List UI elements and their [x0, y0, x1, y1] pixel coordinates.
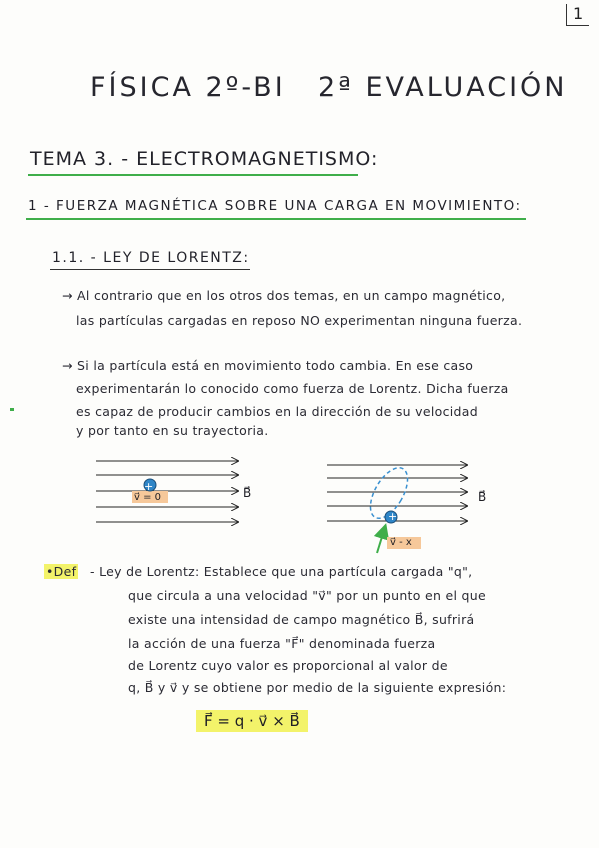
- page-number: 1: [566, 4, 589, 26]
- velocity-label-right: v⃗ - x: [390, 537, 412, 548]
- paragraph-2-line-3: es capaz de producir cambios en la dirección de su velocidad: [76, 404, 478, 419]
- velocity-arrow: [377, 527, 385, 553]
- page-title: FÍSICA 2º-BI: [90, 72, 286, 103]
- definition-line-6: q, B⃗ y v⃗ y se obtiene por medio de la siguiente expresión:: [128, 680, 507, 695]
- section-title: 1 - FUERZA MAGNÉTICA SOBRE UNA CARGA EN MOVIMIENTO:: [28, 198, 522, 214]
- subsection-underline: [50, 269, 250, 270]
- field-label-left: B⃗: [243, 486, 252, 500]
- margin-mark: [10, 408, 14, 411]
- paragraph-2-line-2: experimentarán lo conocido como fuerza de Lorentz. Dicha fuerza: [76, 381, 509, 396]
- section-underline: [26, 218, 526, 220]
- evaluation-title: 2ª EVALUACIÓN: [318, 72, 568, 103]
- charge-sign-right: +: [388, 510, 398, 523]
- paragraph-2-line-4: y por tanto en su trayectoria.: [76, 423, 269, 438]
- definition-line-3: existe una intensidad de campo magnético B⃗, sufrirá: [128, 612, 475, 627]
- field-label-right: B⃗: [478, 490, 487, 504]
- definition-line-4: la acción de una fuerza "F⃗" denominada fuerza: [128, 636, 436, 651]
- charge-sign-left: +: [144, 480, 154, 493]
- velocity-label-left: v⃗ = 0: [134, 492, 162, 503]
- definition-marker: •Def: [46, 564, 77, 579]
- topic-underline: [28, 174, 358, 176]
- definition-line-1: - Ley de Lorentz: Establece que una partícula cargada "q",: [90, 564, 473, 579]
- paragraph-1-line-2: las partículas cargadas en reposo NO experimentan ninguna fuerza.: [76, 313, 523, 328]
- diagram-moving-charge: [325, 455, 505, 565]
- topic-title: TEMA 3. - ELECTROMAGNETISMO:: [30, 148, 379, 170]
- definition-line-2: que circula a una velocidad "v⃗" por un punto en el que: [128, 588, 486, 603]
- definition-line-5: de Lorentz cuyo valor es proporcional al valor de: [128, 658, 448, 673]
- lorentz-formula: F⃗ = q · v⃗ × B⃗: [196, 710, 308, 732]
- subsection-title: 1.1. - LEY DE LORENTZ:: [52, 250, 250, 266]
- paragraph-1-line-1: → Al contrario que en los otros dos temas, en un campo magnético,: [62, 288, 506, 303]
- paragraph-2-line-1: → Si la partícula está en movimiento todo cambia. En ese caso: [62, 358, 474, 373]
